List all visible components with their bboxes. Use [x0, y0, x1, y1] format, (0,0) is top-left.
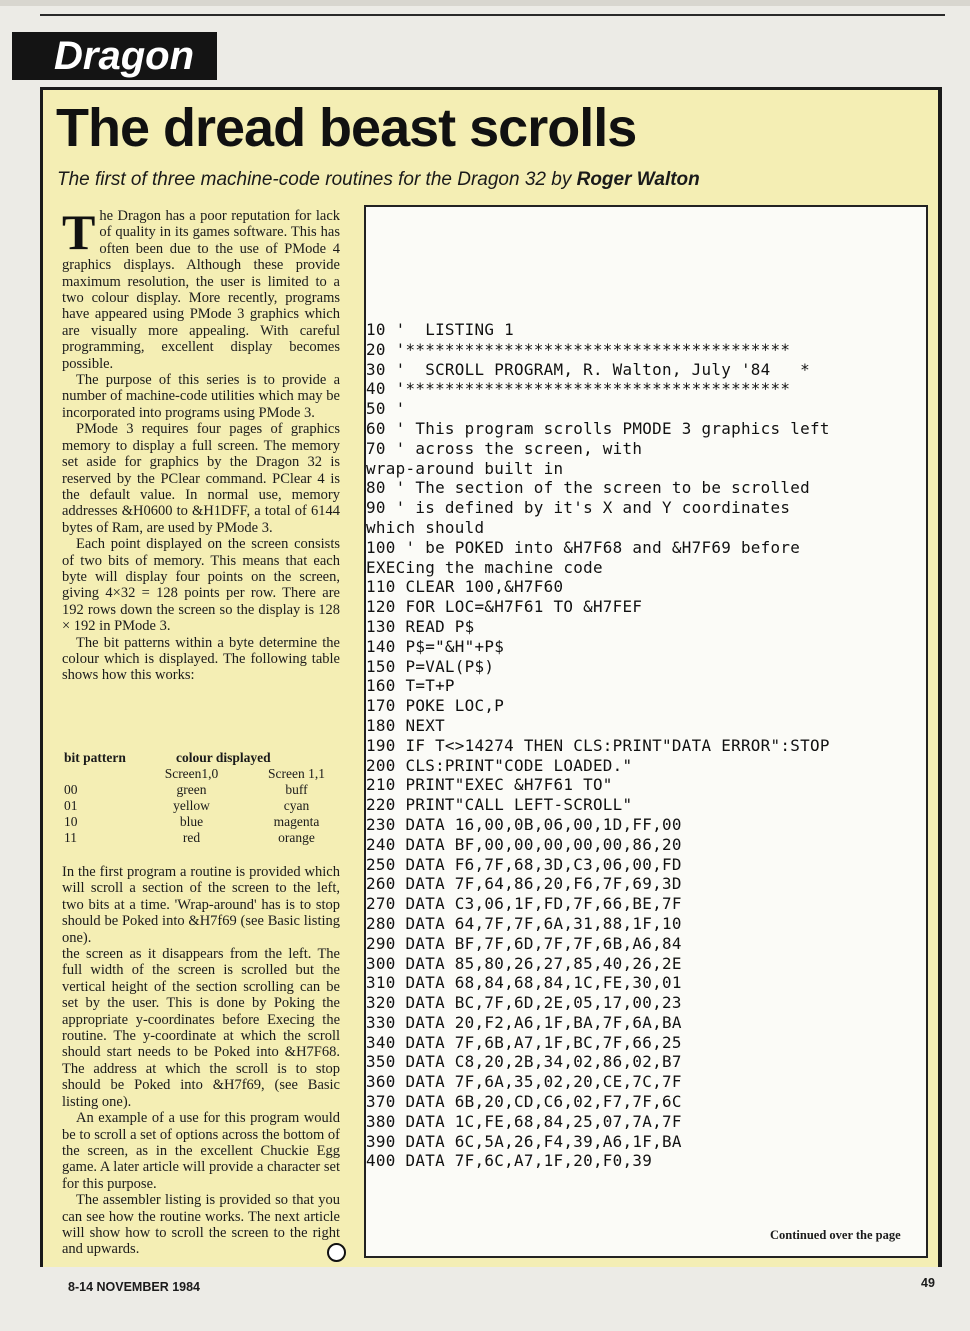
table-cell-screen0: blue: [179, 814, 204, 829]
listing-line: 400 DATA 7F,6C,A7,1F,20,F0,39: [366, 1151, 653, 1171]
table-cell-screen1: buff: [285, 782, 308, 797]
table-header: [64, 750, 344, 766]
listing-line: 280 DATA 64,7F,7F,6A,31,88,1F,10: [366, 913, 682, 933]
footer-date: 8-14 NOVEMBER 1984: [68, 1280, 201, 1294]
subheader-screen-1-0: Screen1,0: [164, 766, 219, 781]
continue-marker-icon: [327, 1243, 346, 1262]
listing-line: 240 DATA BF,00,00,00,00,00,86,20: [366, 834, 682, 854]
table-row: [64, 782, 344, 798]
listing-line: 230 DATA 16,00,0B,06,00,1D,FF,00: [366, 814, 682, 834]
listing-line: 80 ' The section of the screen to be scrolled: [366, 478, 811, 498]
paragraph-6: In the first program a routine is provided which will scroll a section of the screen to the left, two bits at a time. 'Wrap-around' has is to stop should be Poked into &H7f69 (see Basic listing one).: [62, 864, 340, 946]
table-cell-screen1: orange: [278, 830, 315, 845]
listing-line: 70 ' across the screen, with: [366, 438, 643, 458]
bit-pattern-table: [64, 750, 344, 846]
table-cell-screen0: red: [182, 830, 201, 845]
listing-line: 330 DATA 20,F2,A6,1F,BA,7F,6A,BA: [366, 1012, 682, 1032]
listing-line: 320 DATA BC,7F,6D,2E,05,17,00,23: [366, 993, 682, 1013]
paragraph-3: PMode 3 requires four pages of graphics memory to display a full screen. The memory set aside for graphics by the Dragon 32 is reserved by the PClear command. PClear 4 is the default value. In normal use, memory addresses &H0600 to &H1DFF, a total of 6144 bytes of Ram, are used by PMode 3.: [62, 421, 340, 536]
table-cell-screen1: magenta: [273, 814, 320, 829]
listing-line: 30 ' SCROLL PROGRAM, R. Walton, July '84 *: [366, 359, 811, 379]
listing-line: 380 DATA 1C,FE,68,84,25,07,7A,7F: [366, 1111, 682, 1131]
listing-line: which should: [366, 517, 485, 537]
paragraph-4: Each point displayed on the screen consists of two bits of memory. This means that each byte will display four points on the screen, giving 4×32 = 128 points per row. There are 192 rows down the screen so the display is 128 × 192 in PMode 3.: [62, 536, 340, 635]
standfirst: [57, 169, 700, 191]
listing-line: 10 ' LISTING 1: [366, 320, 515, 339]
listing-line: 120 FOR LOC=&H7F61 TO &H7FEF: [366, 597, 643, 617]
paragraph-9: The assembler listing is provided so that you can see how the routine works. The next article will show how to scroll the screen to the right and upwards.: [62, 1192, 340, 1258]
header-colour-displayed: colour displayed: [176, 750, 271, 765]
listing-line: 100 ' be POKED into &H7F68 and &H7F69 before: [366, 537, 801, 557]
listing-line: 110 CLEAR 100,&H7F60: [366, 577, 564, 597]
table-cell-screen0: green: [176, 782, 207, 797]
listing-line: EXECing the machine code: [366, 557, 603, 577]
listing-line: 170 POKE LOC,P: [366, 696, 505, 716]
listing-line: 260 DATA 7F,64,86,20,F6,7F,69,3D: [366, 874, 682, 894]
frame-right-edge: [938, 87, 942, 1267]
paragraph-8: An example of a use for this program would be to scroll a set of options across the bottom of the screen, as in the excellent Chuckie Egg game. A later article will provide a character set for this purpose.: [62, 1110, 340, 1192]
basic-listing: [366, 320, 928, 1171]
paragraph-7: the screen as it disappears from the left. The full width of the screen is scrolled but the vertical height of the section scrolling can be set by the user. This is done by Poking the appropriate y-coordinates before Execing the routine. The y-coordinate at which the scroll should start needs to be Poked into &H7F68. The address at which the scroll is to stop should be Poked into &H7f69, (see Basic listing one).: [62, 946, 340, 1110]
paragraph-2: The purpose of this series is to provide a number of machine-code utilities which may be incorporated into programs using PMode 3.: [62, 372, 340, 421]
listing-line: 50 ': [366, 399, 406, 419]
listing-line: 140 P$="&H"+P$: [366, 636, 505, 656]
table-subheader: [64, 766, 344, 782]
standfirst-text: The first of three machine-code routines for the Dragon 32 by: [57, 169, 572, 190]
listing-line: 200 CLS:PRINT"CODE LOADED.": [366, 755, 633, 775]
table-cell-screen1: cyan: [283, 798, 310, 813]
listing-line: 210 PRINT"EXEC &H7F61 TO": [366, 775, 613, 795]
table-cell-bits: 10: [64, 814, 78, 829]
paragraph-5: The bit patterns within a byte determine the colour which is displayed. The following table shows how this works:: [62, 634, 340, 684]
listing-line: 20 '***************************************: [366, 339, 791, 359]
header-bit-pattern: bit pattern: [64, 750, 126, 765]
table-row: [64, 798, 344, 814]
headline: The dread beast scrolls: [56, 98, 637, 158]
article-column-intro: [62, 204, 340, 684]
drop-cap: T: [62, 204, 96, 260]
listing-line: 130 READ P$: [366, 616, 475, 636]
table-cell-bits: 00: [64, 782, 78, 797]
table-cell-bits: 01: [64, 798, 78, 813]
listing-line: 60 ' This program scrolls PMODE 3 graphics left: [366, 418, 830, 438]
listing-line: 250 DATA F6,7F,68,3D,C3,06,00,FD: [366, 854, 682, 874]
listing-line: 180 NEXT: [366, 715, 445, 735]
listing-line: 290 DATA BF,7F,6D,7F,7F,6B,A6,84: [366, 933, 682, 953]
article-column-rest: [62, 864, 340, 1258]
listing-line: 300 DATA 85,80,26,27,85,40,26,2E: [366, 953, 682, 973]
paragraph-1-text: he Dragon has a poor reputation for lack of quality in its games software. This has often been due to the use of PMode 4 graphics displays. Although these provide maximum resolution, the user is limited to a two colour display. More recently, programs have appeared using PMode 3 graphics which are visually more appealing. With careful programming, excellent display becomes possible.: [62, 208, 340, 372]
section-tab: Dragon: [12, 32, 217, 80]
table-row: [64, 830, 344, 846]
listing-line: 390 DATA 6C,5A,26,F4,39,A6,1F,BA: [366, 1131, 682, 1151]
listing-line: 220 PRINT"CALL LEFT-SCROLL": [366, 795, 633, 815]
table-row: [64, 814, 344, 830]
listing-line: 350 DATA C8,20,2B,34,02,86,02,B7: [366, 1052, 682, 1072]
listing-line: 370 DATA 6B,20,CD,C6,02,F7,7F,6C: [366, 1092, 682, 1112]
listing-line: 190 IF T<>14274 THEN CLS:PRINT"DATA ERROR":STOP: [366, 735, 830, 755]
page-top-shade: [0, 0, 970, 6]
continued-note: Continued over the page: [770, 1228, 901, 1242]
subheader-screen-1-1: Screen 1,1: [268, 766, 325, 781]
listing-line: wrap-around built in: [366, 458, 564, 478]
listing-line: 310 DATA 68,84,68,84,1C,FE,30,01: [366, 973, 682, 993]
listing-line: 340 DATA 7F,6B,A7,1F,BC,7F,66,25: [366, 1032, 682, 1052]
table-cell-bits: 11: [64, 830, 77, 845]
listing-line: 360 DATA 7F,6A,35,02,20,CE,7C,7F: [366, 1072, 682, 1092]
author-name: Roger Walton: [576, 169, 700, 190]
page-number: 49: [921, 1276, 935, 1290]
listing-line: 270 DATA C3,06,1F,FD,7F,66,BE,7F: [366, 894, 682, 914]
listing-line: 40 '***************************************: [366, 379, 791, 399]
table-cell-screen0: yellow: [173, 798, 210, 813]
listing-line: 90 ' is defined by it's X and Y coordinates: [366, 498, 791, 518]
listing-line: 160 T=T+P: [366, 676, 455, 696]
top-rule: [40, 14, 945, 16]
paragraph-1: [62, 204, 340, 372]
listing-line: 150 P=VAL(P$): [366, 656, 495, 676]
